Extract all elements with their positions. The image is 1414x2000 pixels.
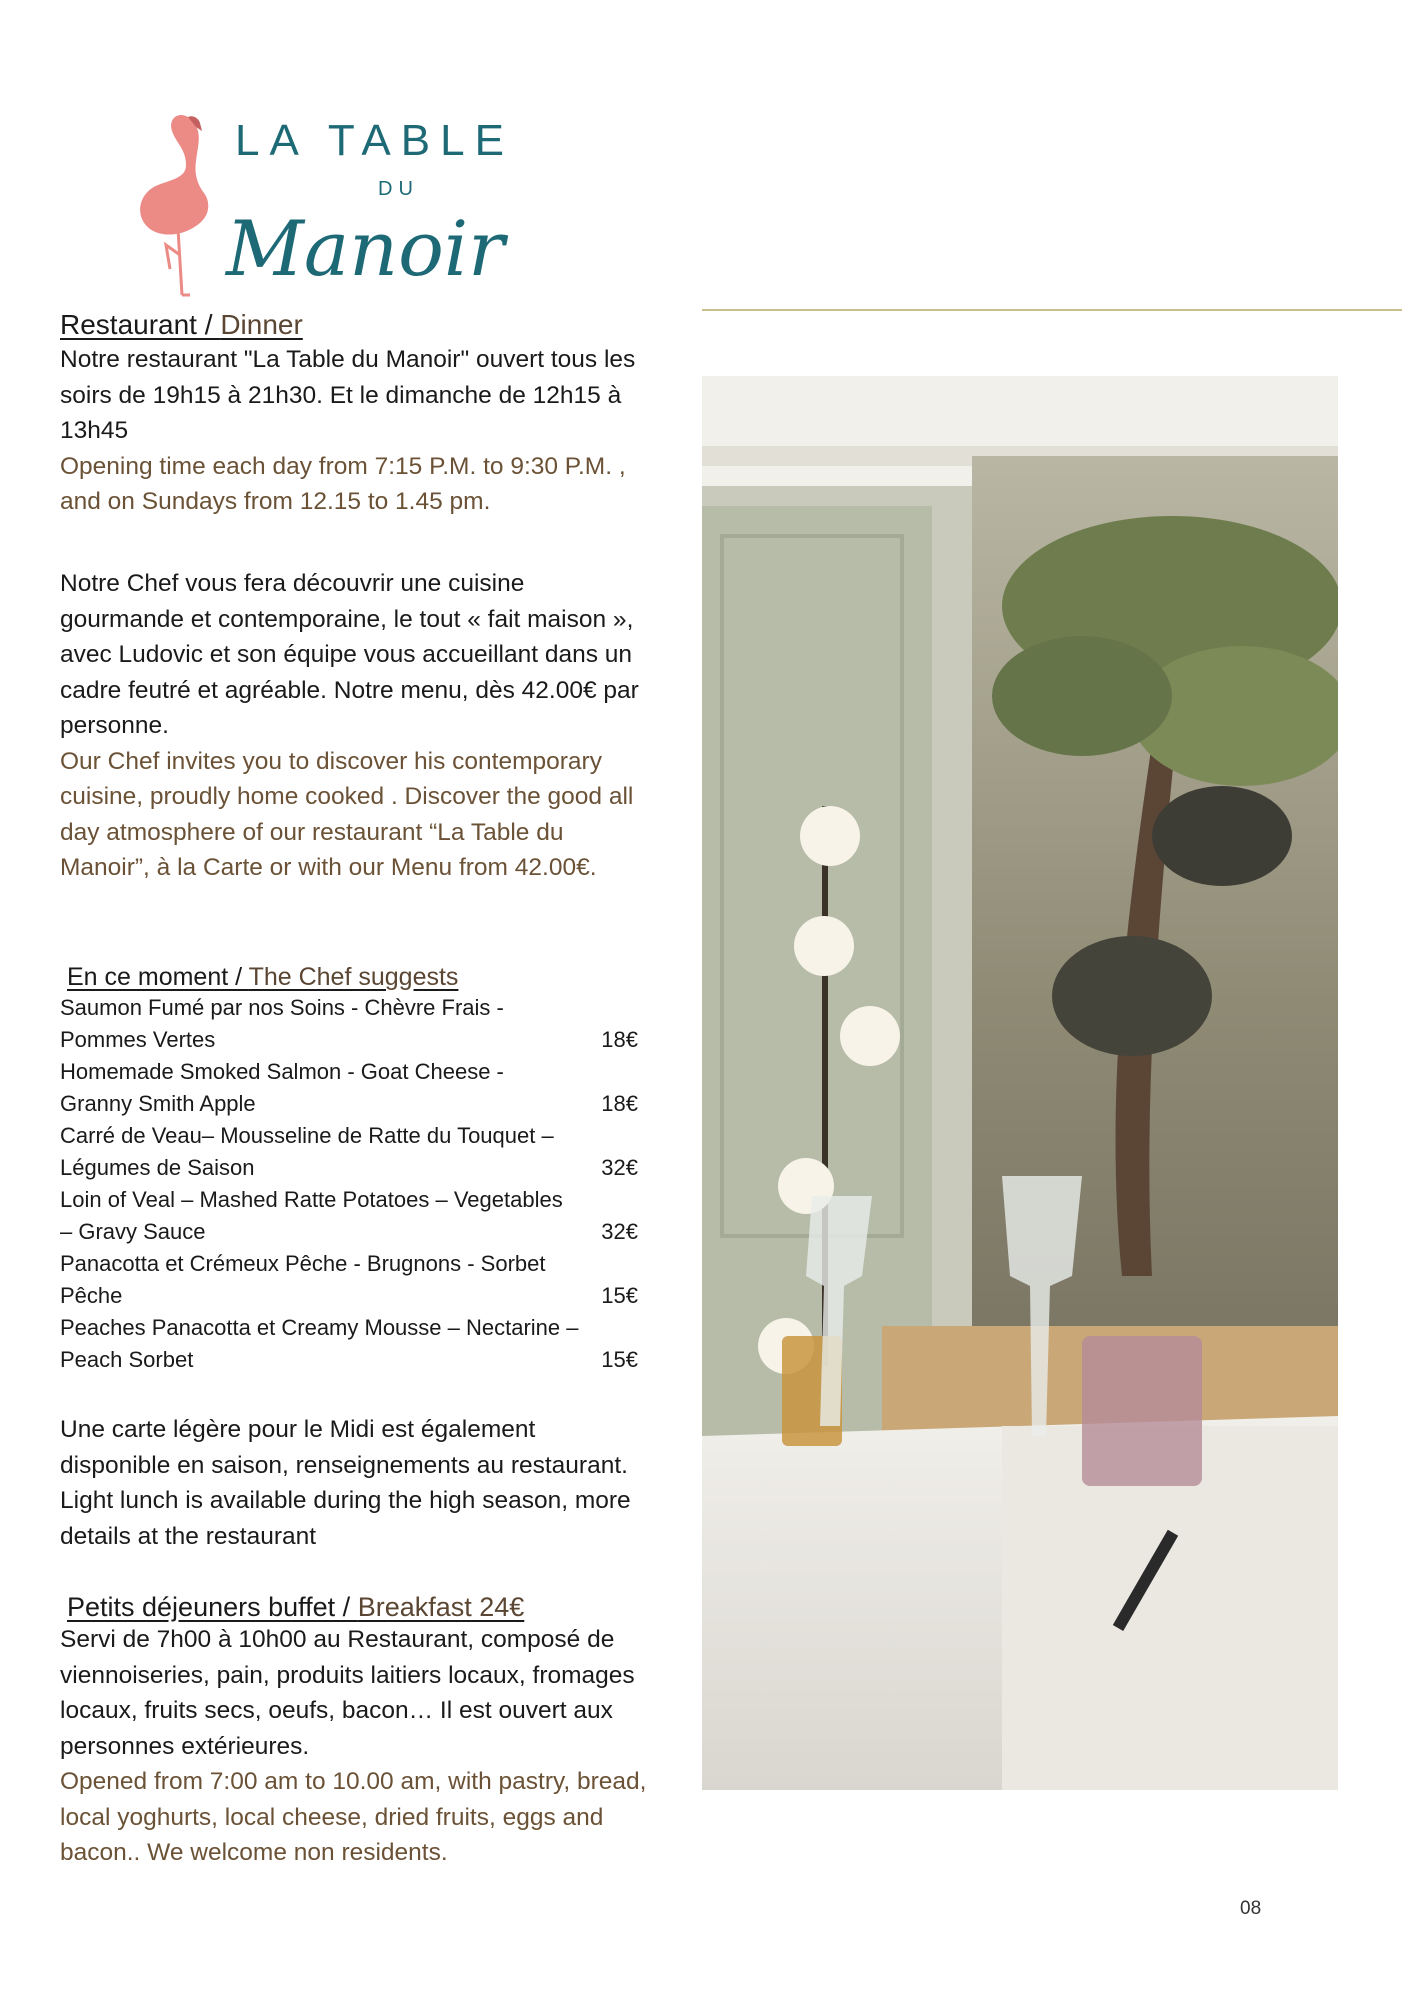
logo-line1: LA TABLE — [235, 116, 514, 165]
dish-name-continued: – Gravy Sauce — [60, 1219, 206, 1244]
chef-text-fr: Notre Chef vous fera découvrir une cuisine gourmande et contemporaine, le tout « fait maison », avec Ludovic et son équipe vous accueillant dans un cadre feutré et agréable. Notre menu, dès 42.00€ par personne. — [60, 570, 639, 739]
dish-name-line1: Saumon Fumé par nos Soins - Chèvre Frais - — [60, 995, 504, 1020]
dining-room-image — [702, 376, 1338, 1790]
breakfast-section — [60, 1592, 650, 1871]
suggests-section — [60, 962, 650, 1376]
suggests-heading-fr: En ce moment / — [67, 963, 249, 991]
dish-name-line2 — [60, 1152, 650, 1184]
dish-name-line2 — [60, 1024, 650, 1056]
dinner-hours-en: Opening time each day from 7:15 P.M. to 9:30 P.M. , and on Sundays from 12.15 to 1.45 pm. — [60, 452, 626, 515]
breakfast-heading-en: Breakfast 24€ — [357, 1592, 525, 1622]
breakfast-heading — [60, 1592, 650, 1622]
dish-name-line2 — [60, 1280, 650, 1312]
chef-text-en: Our Chef invites you to discover his contemporary cuisine, proudly home cooked . Discover the good all day atmosphere of our restaurant “La Table du Manoir”, à la Carte or with our Menu from 42.00€. — [60, 747, 634, 881]
dish-name-line1: Homemade Smoked Salmon - Goat Cheese - — [60, 1059, 504, 1084]
suggests-heading-en: The Chef suggests — [248, 963, 459, 991]
lunch-text: Une carte légère pour le Midi est également disponible en saison, renseignements au restaurant. Light lunch is available during the high season, more details at the restaurant — [60, 1416, 631, 1550]
dish-price: 32€ — [601, 1219, 638, 1244]
flamingo-icon — [140, 115, 208, 295]
dish-name-continued: Peach Sorbet — [60, 1347, 194, 1372]
dish-name-line1: Loin of Veal – Mashed Ratte Potatoes – Vegetables — [60, 1187, 563, 1212]
restaurant-logo — [130, 105, 570, 305]
dish-price: 18€ — [601, 1091, 638, 1116]
gold-divider — [702, 309, 1402, 311]
dish-name-line2 — [60, 1216, 650, 1248]
dish-name-line1: Carré de Veau– Mousseline de Ratte du Touquet – — [60, 1123, 554, 1148]
dish-list — [60, 992, 650, 1376]
dish-item — [60, 1312, 650, 1376]
dish-name-line1: Peaches Panacotta et Creamy Mousse – Nectarine – — [60, 1315, 579, 1340]
dish-name-line2 — [60, 1344, 650, 1376]
breakfast-heading-fr: Petits déjeuners buffet / — [67, 1592, 358, 1622]
restaurant-photo — [702, 376, 1338, 1790]
dinner-hours-fr: Notre restaurant "La Table du Manoir" ouvert tous les soirs de 19h15 à 21h30. Et le dimanche de 12h15 à 13h45 — [60, 346, 636, 444]
dish-name-line2 — [60, 1088, 650, 1120]
logo-line3: Manoir — [226, 204, 505, 293]
dish-item — [60, 1184, 650, 1248]
dish-price: 32€ — [601, 1155, 638, 1180]
dish-name-continued: Granny Smith Apple — [60, 1091, 256, 1116]
dish-item — [60, 1248, 650, 1312]
dinner-heading — [60, 308, 650, 342]
dish-price: 15€ — [601, 1347, 638, 1372]
dish-item — [60, 1056, 650, 1120]
dish-item — [60, 992, 650, 1056]
dish-name-continued: Pommes Vertes — [60, 1027, 216, 1052]
breakfast-text-fr: Servi de 7h00 à 10h00 au Restaurant, composé de viennoiseries, pain, produits laitiers locaux, fromages locaux, fruits secs, oeufs, bacon… Il est ouvert aux personnes extérieures. — [60, 1626, 635, 1760]
dish-name-continued: Légumes de Saison — [60, 1155, 255, 1180]
dinner-section — [60, 308, 650, 520]
chef-section — [60, 566, 650, 886]
dinner-heading-fr: Restaurant / — [60, 309, 221, 340]
page-number: 08 — [1240, 1898, 1262, 1919]
dish-item — [60, 1120, 650, 1184]
dish-name-continued: Pêche — [60, 1283, 123, 1308]
breakfast-text-en: Opened from 7:00 am to 10.00 am, with pastry, bread, local yoghurts, local cheese, dried fruits, eggs and bacon.. We welcome non residents. — [60, 1768, 647, 1866]
lunch-section — [60, 1412, 650, 1554]
dish-name-line1: Panacotta et Crémeux Pêche - Brugnons - Sorbet — [60, 1251, 546, 1276]
suggests-heading — [60, 962, 650, 992]
dinner-heading-en: Dinner — [220, 309, 303, 340]
flamingo-logo — [130, 105, 570, 305]
dish-price: 15€ — [601, 1283, 638, 1308]
logo-line2: DU — [378, 178, 419, 200]
dish-price: 18€ — [601, 1027, 638, 1052]
